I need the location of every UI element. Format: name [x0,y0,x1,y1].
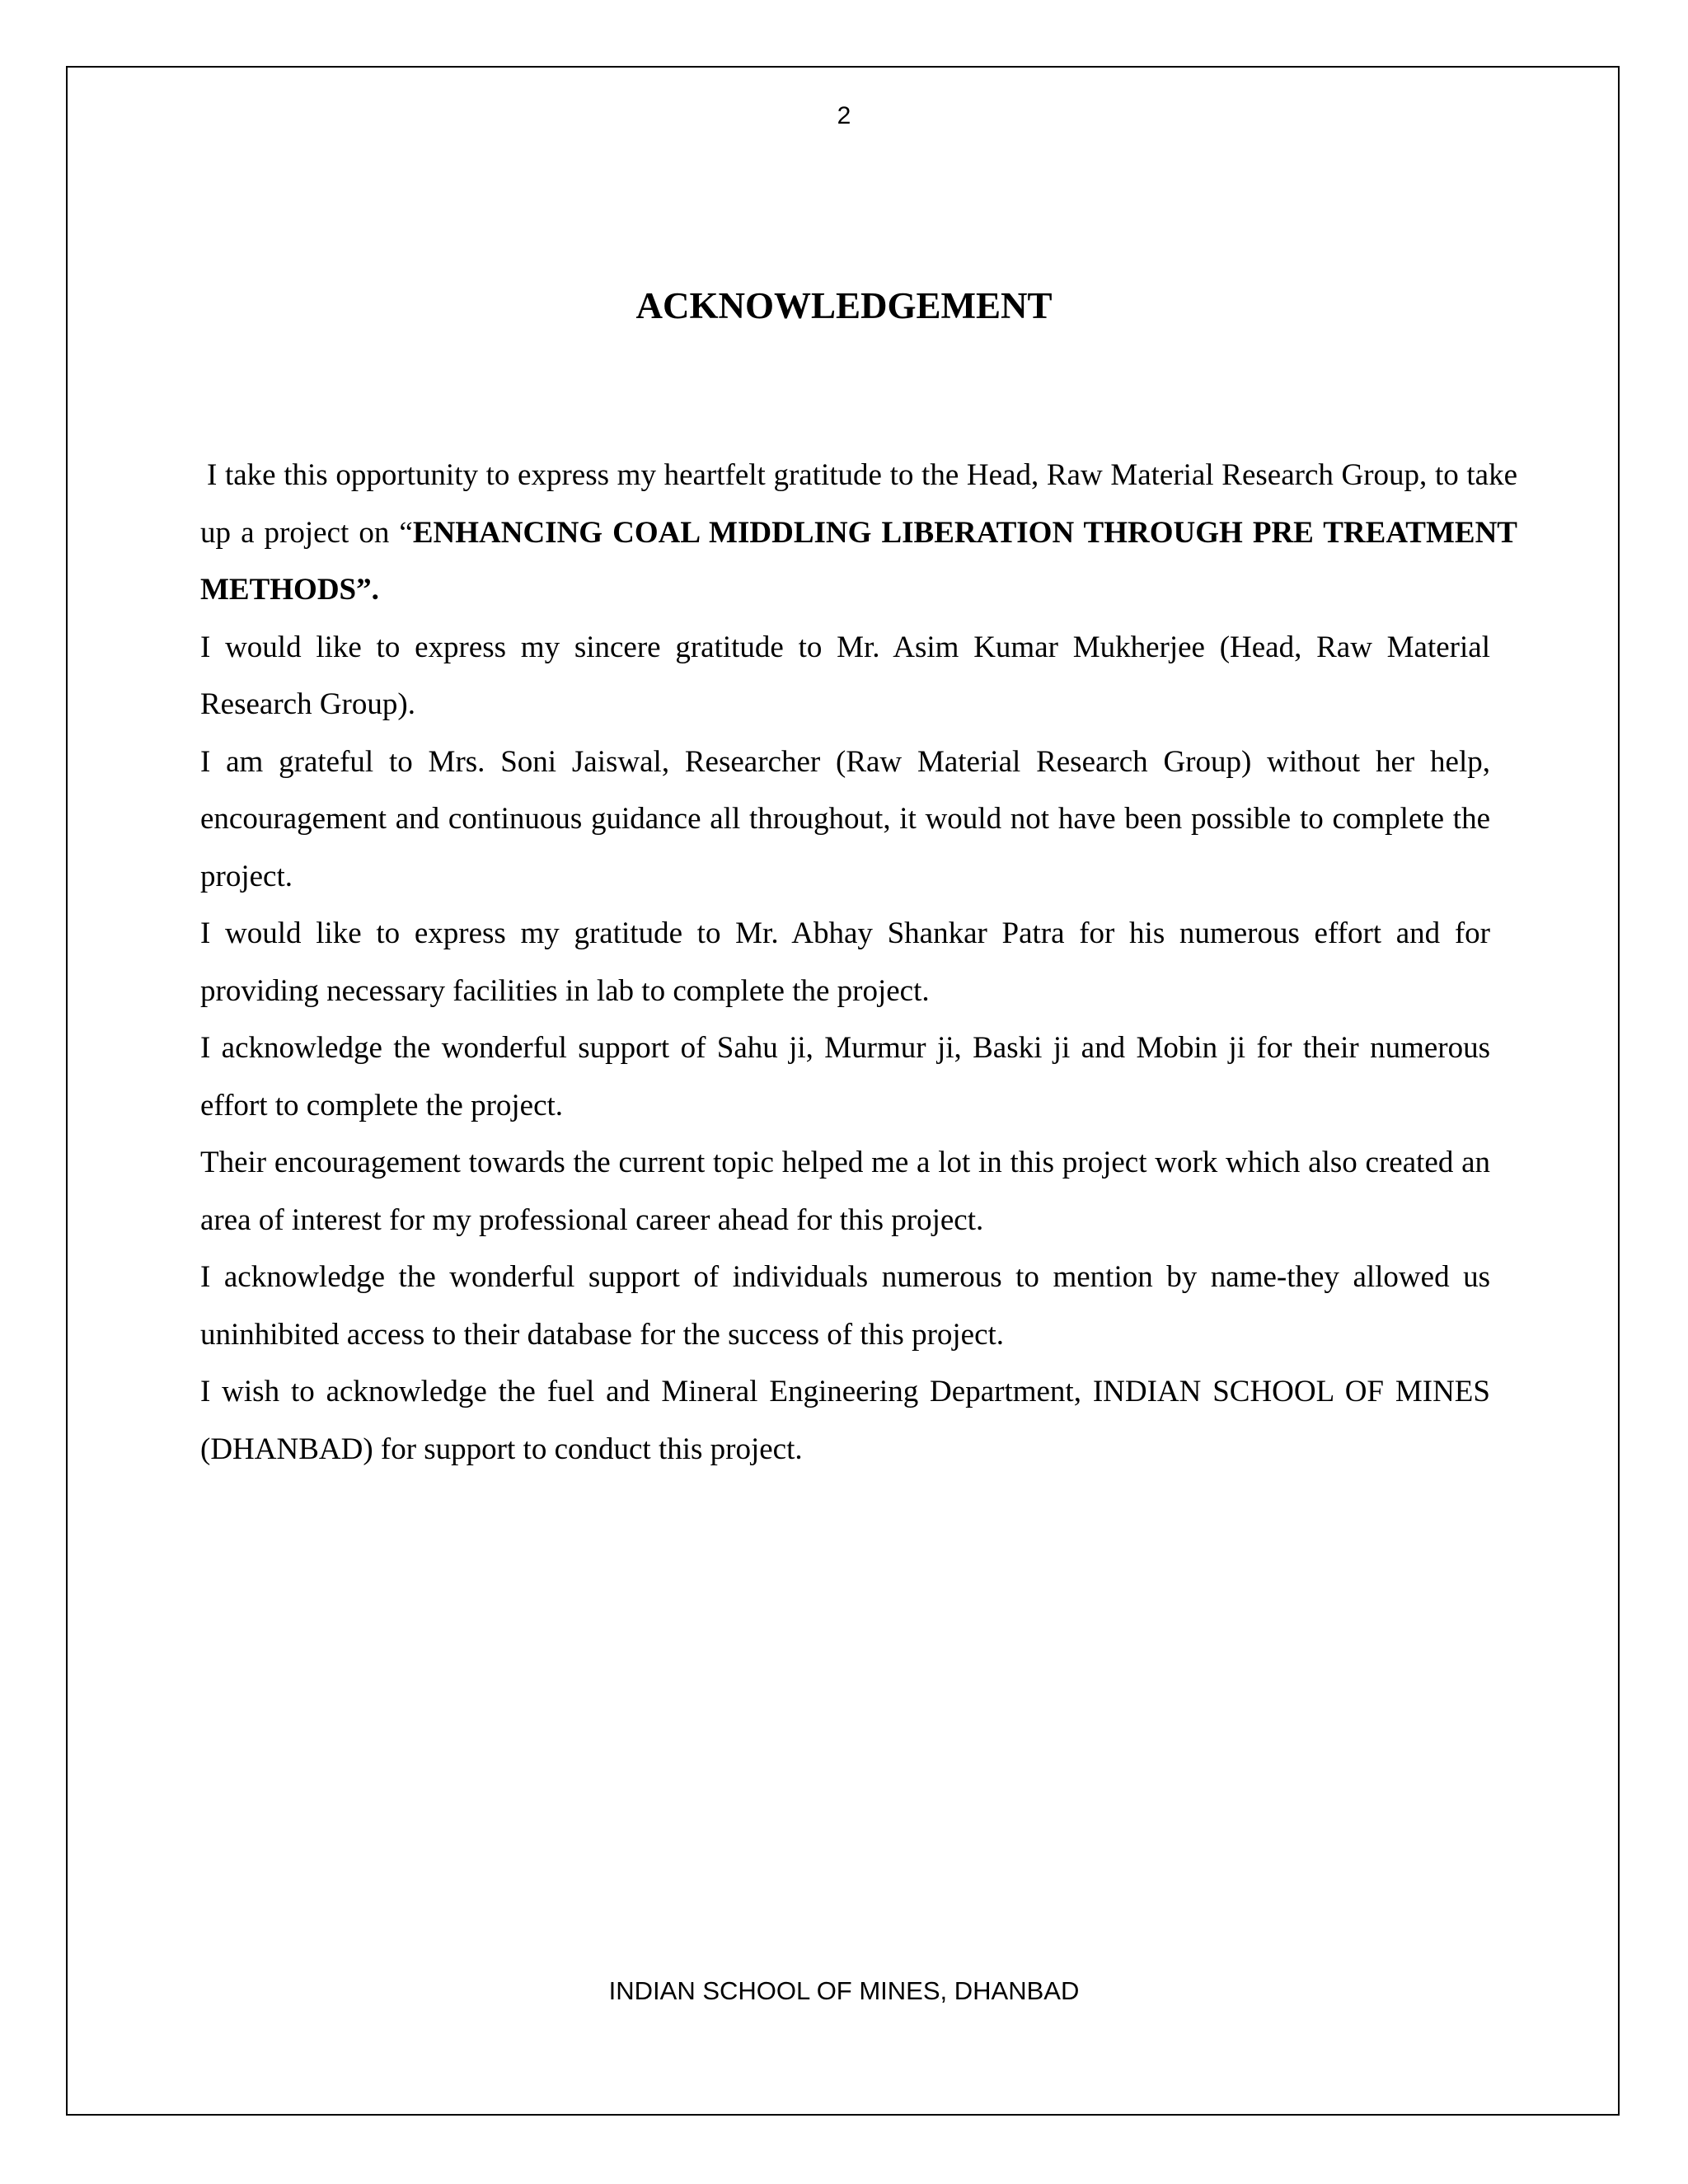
page-title: ACKNOWLEDGEMENT [635,285,1053,326]
paragraph-individuals-support: I acknowledge the wonderful support of individuals numerous to mention by name-they allowed us uninhibited access to their database for the success of this project. [200,1260,1490,1352]
page-footer: INDIAN SCHOOL OF MINES, DHANBAD [608,1976,1080,2005]
paragraph-lab-facilities: I would like to express my gratitude to Mr. Abhay Shankar Patra for his numerous effort and for providing necessary facilities in lab to complete the project. [200,916,1490,1008]
paragraph-researcher-gratitude: I am grateful to Mrs. Soni Jaiswal, Researcher (Raw Material Research Group) without her help, encouragement and continuous guidance all throughout, it would not have been possible to complete the project. [200,744,1490,893]
acknowledgement-body [200,447,1517,1478]
paragraph-staff-support: I acknowledge the wonderful support of Sahu ji, Murmur ji, Baski ji and Mobin ji for their numerous effort to complete the project. [200,1031,1490,1122]
paragraph-department-support: I wish to acknowledge the fuel and Mineral Engineering Department, INDIAN SCHOOL OF MINES (DHANBAD) for support to conduct this project. [200,1375,1490,1466]
paragraph-encouragement: Their encouragement towards the current topic helped me a lot in this project work which also created an area of interest for my professional career ahead for this project. [200,1146,1490,1237]
paragraph-project-intro-text: I take this opportunity to express my heartfelt gratitude to the Head, Raw Material Research Group, to take up a project on “ [200,458,1517,550]
page-number: 2 [837,102,851,129]
paragraph-head-gratitude: I would like to express my sincere gratitude to Mr. Asim Kumar Mukherjee (Head, Raw Material Research Group). [200,630,1490,721]
project-title: ENHANCING COAL MIDDLING LIBERATION THROUGH PRE TREATMENT METHODS”. [200,515,1517,607]
paragraph-project-intro [200,447,1517,619]
